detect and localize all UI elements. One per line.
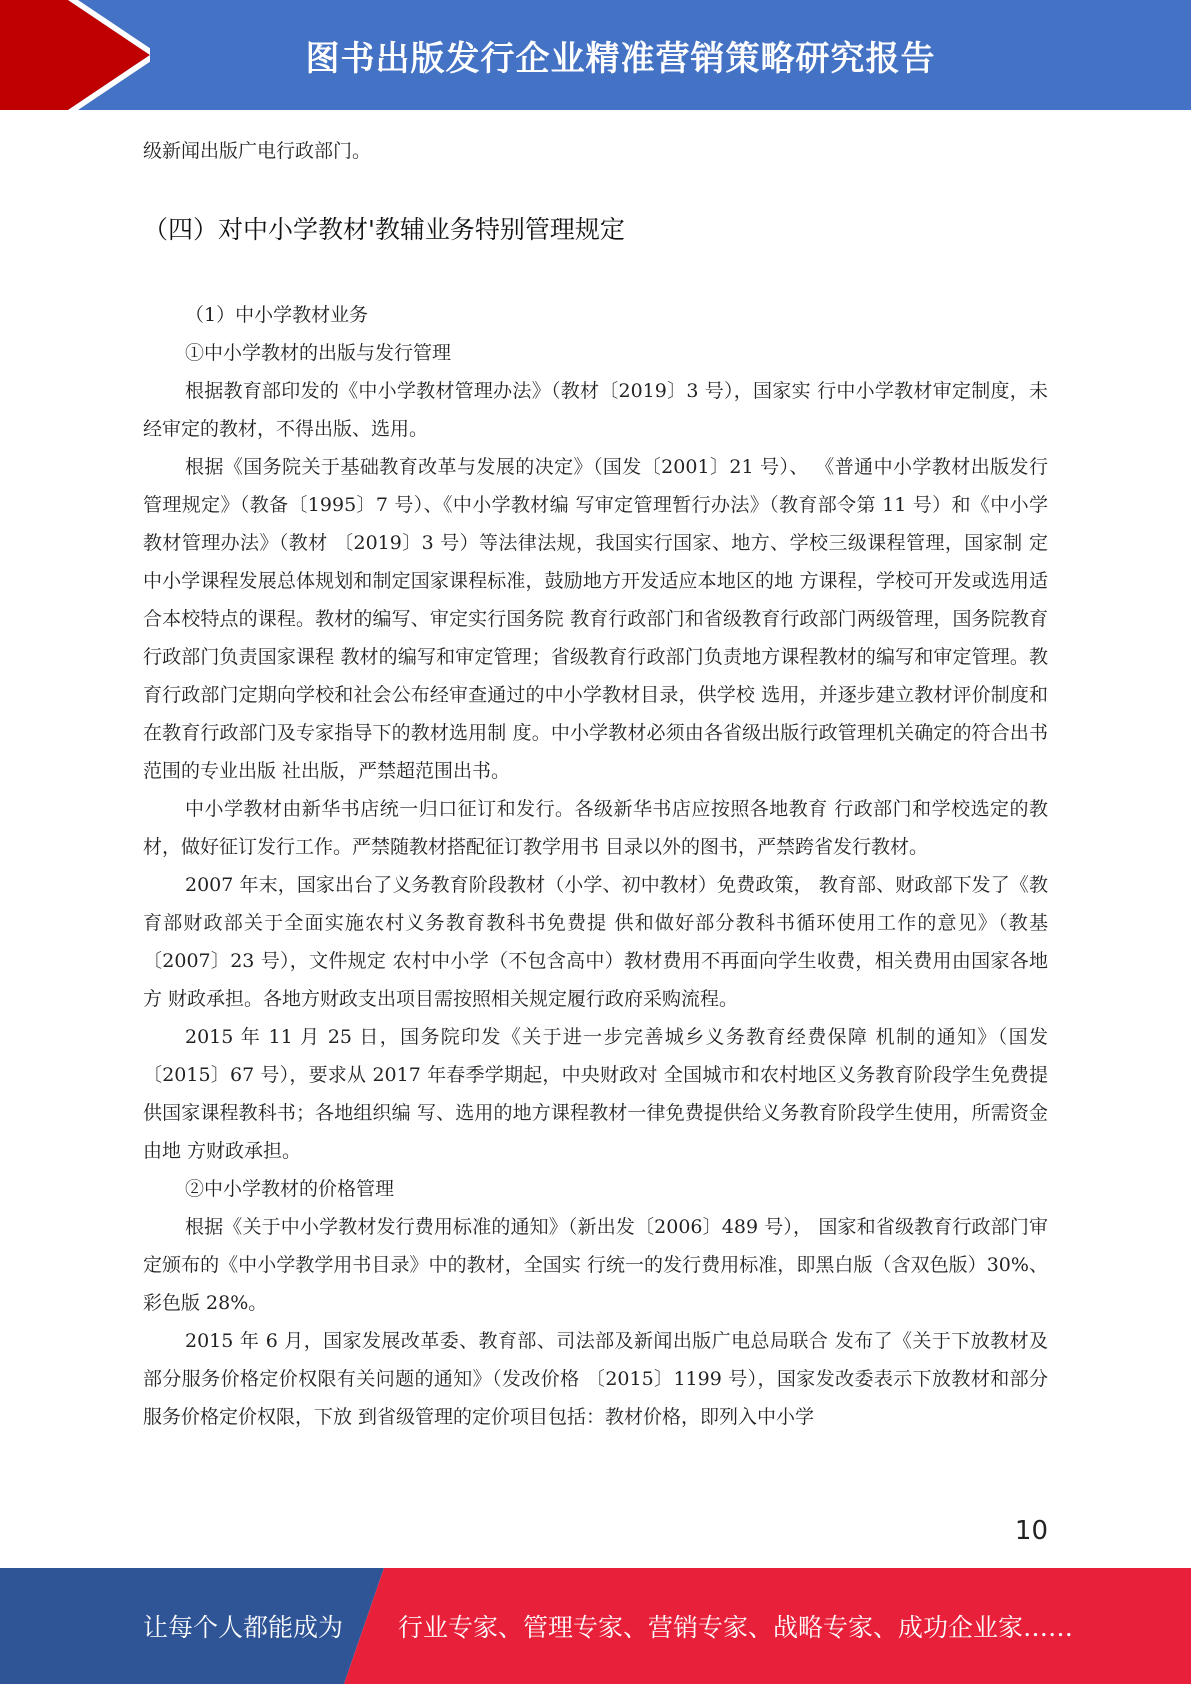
header-chevron-decoration — [0, 0, 150, 110]
footer-slogan-left: 让每个人都能成为 — [143, 1613, 344, 1642]
paragraph: 2015 年 11 月 25 日，国务院印发《关于进一步完善城乡义务教育经费保障 机制的通知》（国发〔2015〕67 号），要求从 2017 年春季学期起，中央财政对 全国城市和农村地区义务教育阶段学生免费提供国家课程教科书；各地组织编 写、选用的地方课程教材一律免费提供给义务教育阶段学生使用，所需资金由地 方财政承担。 — [143, 1026, 1048, 1162]
paragraph: 2015 年 6 月，国家发展改革委、教育部、司法部及新闻出版广电总局联合 发布了《关于下放教材及部分服务价格定价权限有关问题的通知》（发改价格 〔2015〕1199 号），国家发改委表示下放教材和部分服务价格定价权限，下放 到省级管理的定价项目包括：教材价格，即列入中小学 — [143, 1330, 1048, 1428]
subsection-title: （1）中小学教材业务 — [185, 304, 369, 326]
item-title: ②中小学教材的价格管理 — [185, 1178, 395, 1200]
item-title: ①中小学教材的出版与发行管理 — [185, 342, 452, 364]
paragraph: 根据《国务院关于基础教育改革与发展的决定》（国发〔2001〕21 号）、 《普通中小学教材出版发行管理规定》（教备〔1995〕7 号）、《中小学教材编 写审定管理暂行办法》（教育部令第 11 号）和《中小学教材管理办法》（教材 〔2019〕3 号）等法律法规，我国实行国家、地方、学校三级课程管理，国家制 定中小学课程发展总体规划和制定国家课程标准，鼓励地方开发适应本地区的地 方课程，学校可开发或选用适合本校特点的课程。教材的编写、审定实行国务院 教育行政部门和省级教育行政部门两级管理，国务院教育行政部门负责国家课程 教材的编写和审定管理；省级教育行政部门负责地方课程教材的编写和审定管理。教育行政部门定期向学校和社会公布经审查通过的中小学教材目录，供学校 选用，并逐步建立教材评价制度和在教育行政部门及专家指导下的教材选用制 度。中小学教材必须由各省级出版行政管理机关确定的符合出书范围的专业出版 社出版，严禁超范围出书。 — [143, 456, 1048, 782]
paragraph: 根据《关于中小学教材发行费用标准的通知》（新出发〔2006〕489 号）， 国家和省级教育行政部门审定颁布的《中小学教学用书目录》中的教材，全国实 行统一的发行费用标准，即黑白版（含双色版）30%、彩色版 28%。 — [143, 1216, 1048, 1314]
document-body — [143, 132, 1048, 1436]
page-footer — [0, 1568, 1191, 1684]
report-title: 图书出版发行企业精准营销策略研究报告 — [305, 38, 936, 79]
section-heading: （四）对中小学教材'教辅业务特别管理规定 — [143, 215, 625, 244]
paragraph: 2007 年末，国家出台了义务教育阶段教材（小学、初中教材）免费政策， 教育部、财政部下发了《教育部财政部关于全面实施农村义务教育教科书免费提 供和做好部分教科书循环使用工作的意见》（教基〔2007〕23 号），文件规定 农村中小学（不包含高中）教材费用不再面向学生收费，相关费用由国家各地方 财政承担。各地方财政支出项目需按照相关规定履行政府采购流程。 — [143, 874, 1048, 1010]
intro-line: 级新闻出版广电行政部门。 — [143, 140, 372, 162]
page-number: 10 — [1014, 1516, 1048, 1546]
paragraph: 根据教育部印发的《中小学教材管理办法》（教材〔2019〕3 号），国家实 行中小学教材审定制度，未经审定的教材，不得出版、选用。 — [143, 380, 1048, 440]
page-header — [0, 0, 1191, 110]
paragraph: 中小学教材由新华书店统一归口征订和发行。各级新华书店应按照各地教育 行政部门和学校选定的教材，做好征订发行工作。严禁随教材搭配征订教学用书 目录以外的图书，严禁跨省发行教材。 — [143, 798, 1048, 858]
footer-slogan-right: 行业专家、管理专家、营销专家、战略专家、成功企业家…… — [398, 1613, 1074, 1642]
